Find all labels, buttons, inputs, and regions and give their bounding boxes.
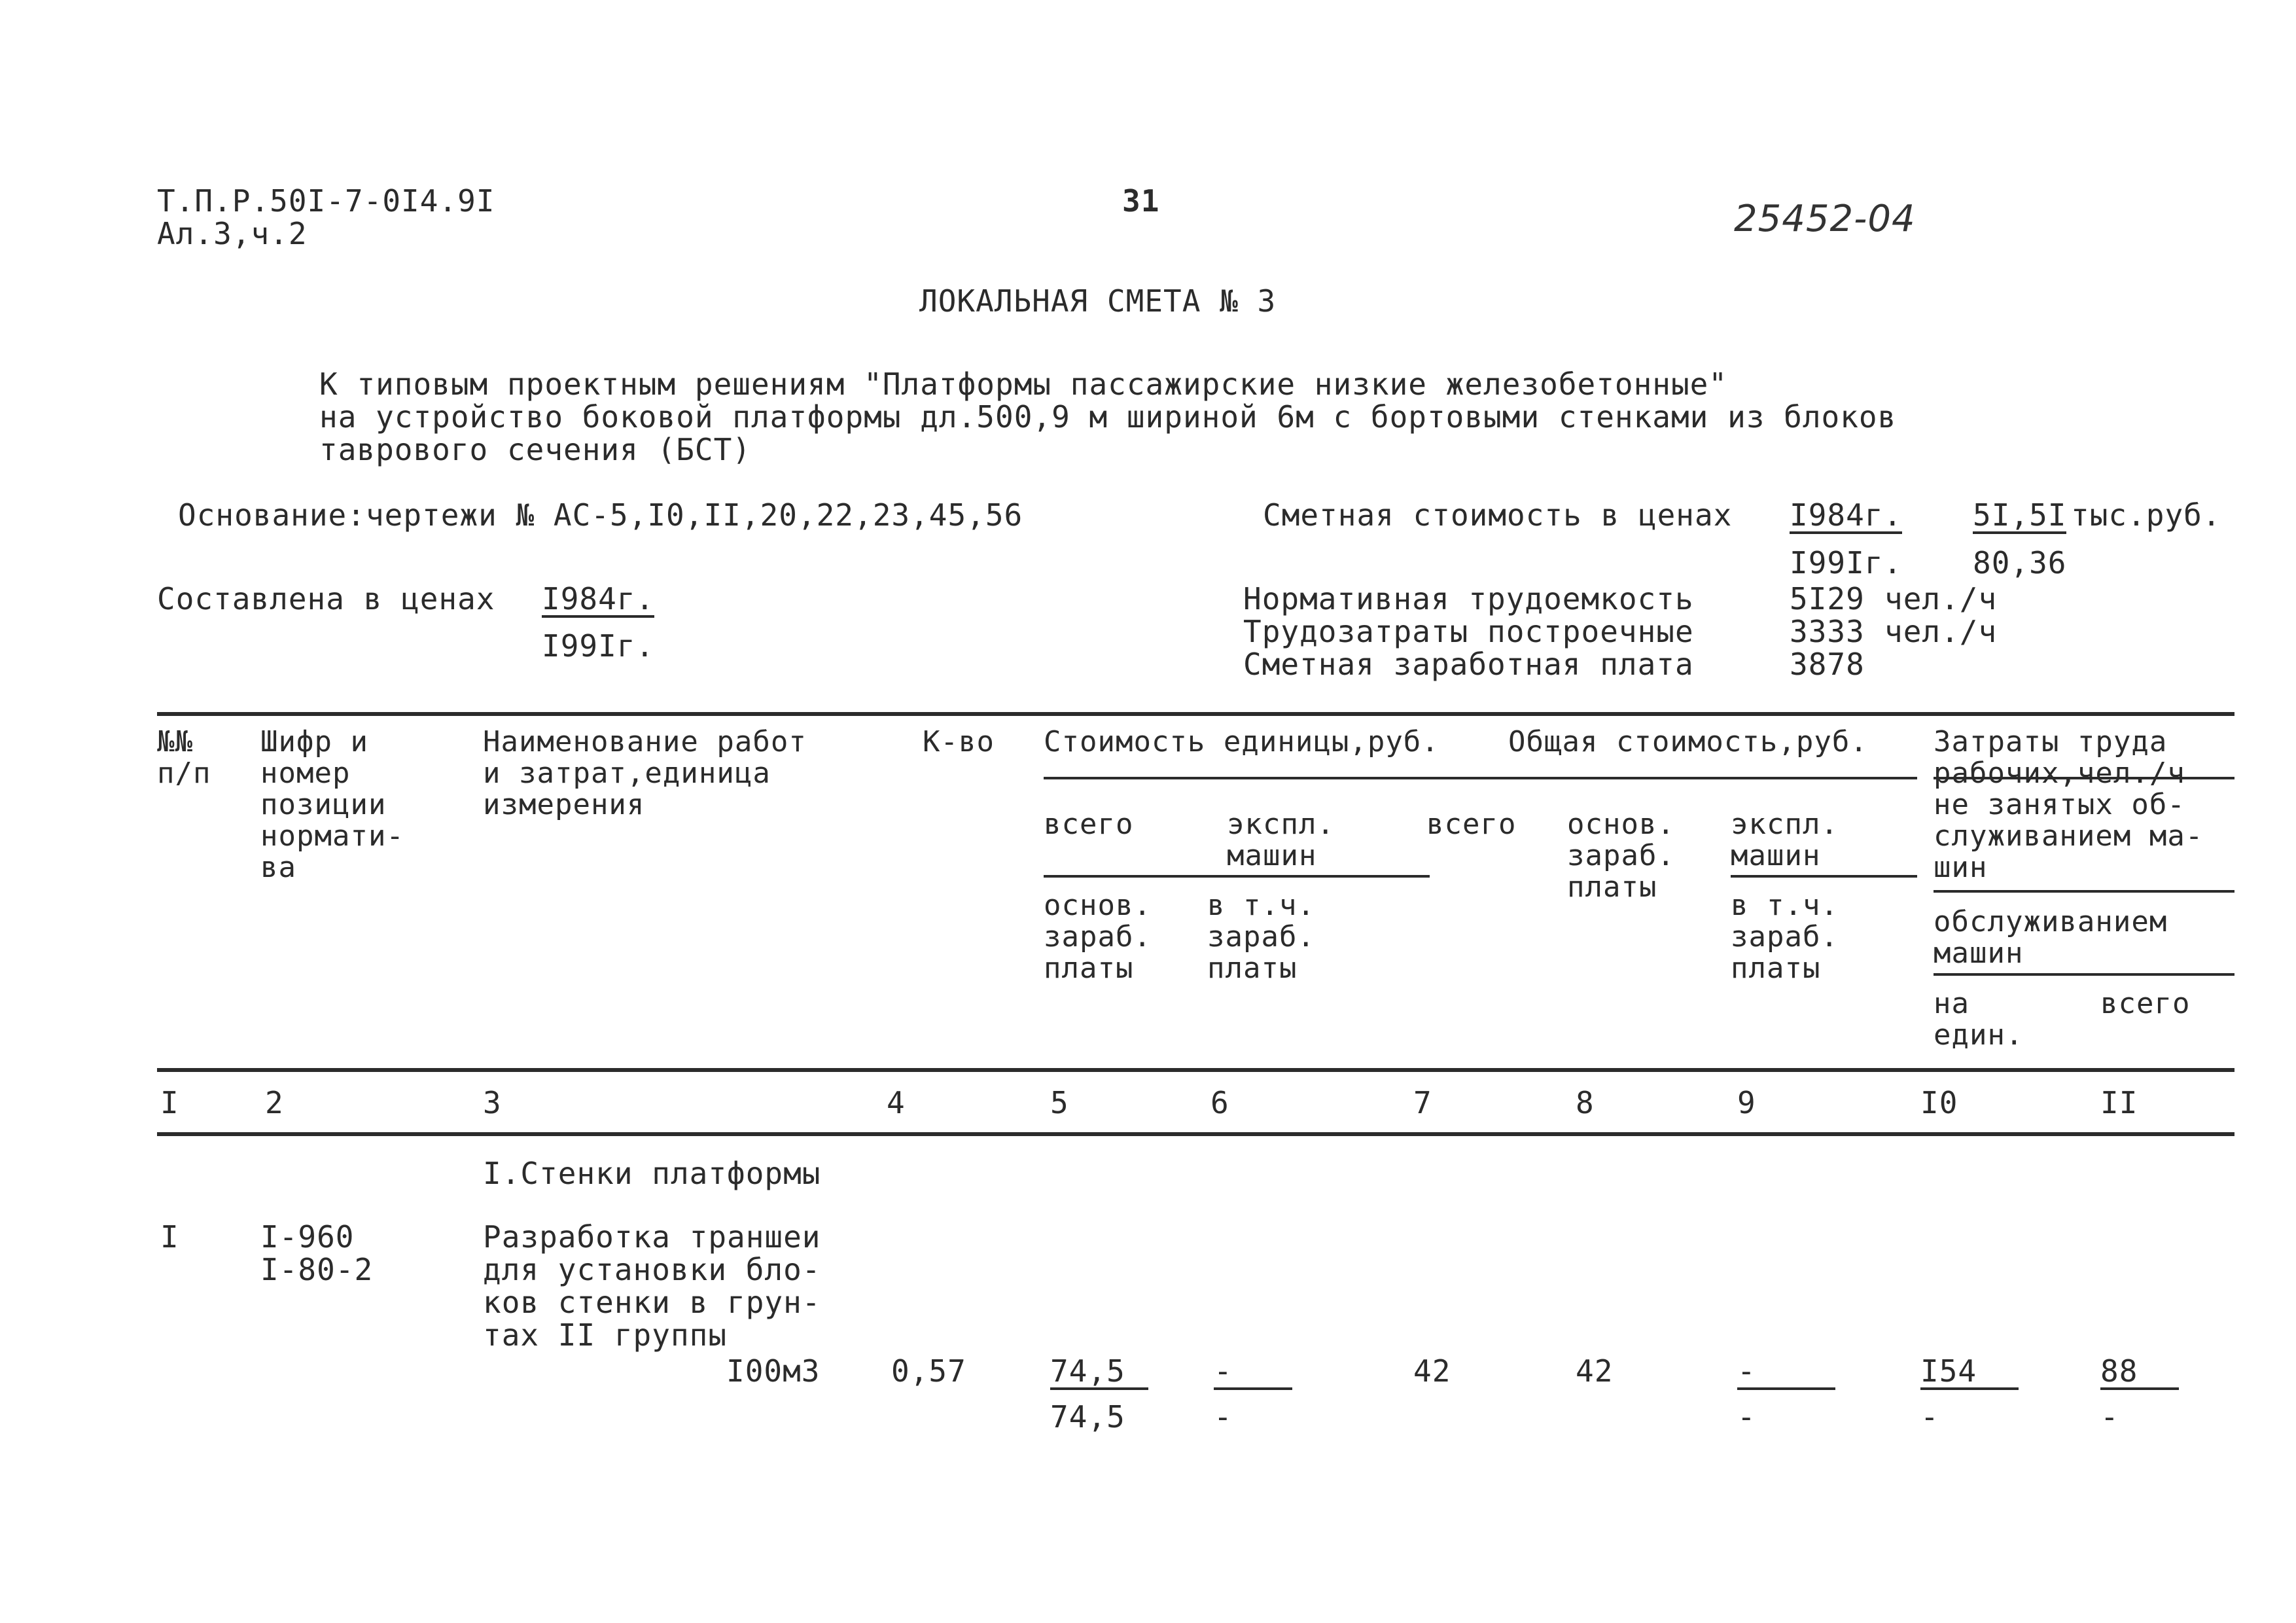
- wage-value: 3878: [1790, 647, 1865, 682]
- row-total-cost: 42: [1413, 1353, 1451, 1389]
- row-unit-machines: -: [1214, 1355, 1292, 1390]
- col-number-5: 5: [1050, 1085, 1069, 1120]
- row-unit-cost-wage: 74,5: [1050, 1399, 1125, 1435]
- row-labor-machine-total: -: [2100, 1399, 2119, 1435]
- subtitle-line-2: на устройство боковой платформы дл.500,9 м шириной 6м с бортовыми стенками из блоков: [319, 399, 1897, 435]
- header-labor-per-unit: на един.: [1934, 987, 2024, 1052]
- header-total-incl-wage: в т.ч. зараб. платы: [1731, 889, 1839, 985]
- page-number: 31: [1122, 183, 1160, 219]
- row-number: I: [160, 1219, 179, 1255]
- row-labor-total: 88: [2100, 1355, 2179, 1390]
- header-total-all: всего: [1426, 808, 1517, 841]
- compiled-label: Составлена в ценах: [157, 581, 495, 616]
- row-labor-per-unit: I54: [1920, 1355, 2019, 1390]
- row-total-machines: -: [1737, 1355, 1835, 1390]
- stamp-number: 25452-04: [1734, 198, 1916, 240]
- col-number-4: 4: [887, 1085, 906, 1120]
- cost-value-1991: 80,36: [1973, 545, 2067, 580]
- subtitle-line-3: таврового сечения (БСТ): [319, 432, 751, 467]
- row-quantity: 0,57: [891, 1353, 966, 1389]
- col-number-7: 7: [1413, 1085, 1432, 1120]
- header-total-machines: экспл. машин: [1731, 808, 1839, 872]
- col-number-6: 6: [1210, 1085, 1229, 1120]
- unit-cost-rule: [1044, 777, 1917, 779]
- header-total-base-wage: основ. зараб. платы: [1567, 808, 1675, 904]
- col-number-11: II: [2100, 1085, 2138, 1120]
- header-unit-cost: Стоимость единицы,руб.: [1044, 725, 1439, 758]
- row-labor-machine-per-unit: -: [1920, 1399, 1939, 1435]
- col-number-9: 9: [1737, 1085, 1756, 1120]
- row-total-base-wage: 42: [1576, 1353, 1614, 1389]
- labor-sub-rule: [1934, 890, 2234, 893]
- cost-unit: тыс.руб.: [2071, 497, 2221, 533]
- album-reference: Ал.3,ч.2: [157, 216, 308, 251]
- header-quantity: К-во: [923, 725, 995, 758]
- row-unit-cost-total: 74,5: [1050, 1355, 1148, 1390]
- wage-label: Сметная заработная плата: [1243, 647, 1694, 682]
- header-unit-base-wage: основ. зараб. платы: [1044, 889, 1152, 985]
- col-number-3: 3: [483, 1085, 502, 1120]
- labor-norm-label: Нормативная трудоемкость: [1243, 581, 1694, 616]
- header-unit-machines: экспл. машин: [1227, 808, 1335, 872]
- row-unit: I00м3: [726, 1353, 821, 1389]
- col-number-8: 8: [1576, 1085, 1595, 1120]
- col-number-2: 2: [265, 1085, 284, 1120]
- header-code: Шифр и номер позиции нормати- ва: [260, 725, 404, 884]
- col-number-10: I0: [1920, 1085, 1958, 1120]
- section-title: I.Стенки платформы: [483, 1156, 821, 1191]
- compiled-year-1991: I99Iг.: [542, 628, 655, 664]
- basis-text: Основание:чертежи № АС-5,I0,II,20,22,23,45,56: [178, 497, 1023, 533]
- header-total-cost: Общая стоимость,руб.: [1508, 725, 1868, 758]
- header-unit-incl-wage: в т.ч. зараб. платы: [1207, 889, 1315, 985]
- subtitle-line-1: К типовым проектным решениям "Платформы пассажирские низкие железобетонные": [319, 366, 1728, 402]
- row-code: I-960 I-80-2: [260, 1219, 374, 1287]
- row-total-machines-wage: -: [1737, 1399, 1756, 1435]
- document-code: Т.П.Р.50I-7-0I4.9I: [157, 183, 495, 219]
- labor-site-unit: чел./ч: [1884, 614, 1998, 649]
- compiled-year-1984: I984г.: [542, 581, 655, 616]
- cost-label: Сметная стоимость в ценах: [1263, 497, 1733, 533]
- row-unit-machines-wage: -: [1214, 1399, 1233, 1435]
- header-unit-total: всего: [1044, 808, 1134, 841]
- header-row-number: №№ п/п: [157, 725, 211, 790]
- column-numbers-rule: [157, 1132, 2234, 1136]
- subcol-rule-left: [1044, 875, 1430, 878]
- labor-site-label: Трудозатраты построечные: [1243, 614, 1694, 649]
- col-number-1: I: [160, 1085, 179, 1120]
- page-title: ЛОКАЛЬНАЯ СМЕТА № 3: [919, 283, 1277, 319]
- header-labor-machine: обслуживанием машин: [1934, 905, 2168, 970]
- labor-norm-unit: чел./ч: [1884, 581, 1998, 616]
- header-labor: Затраты труда рабочих,чел./ч не занятых об- служиванием ма- шин: [1934, 725, 2204, 884]
- table-top-rule: [157, 712, 2234, 716]
- labor-norm-value: 5I29: [1790, 581, 1865, 616]
- cost-year-1991: I99Iг.: [1790, 545, 1903, 580]
- row-name: Разработка траншеи для установки бло- ков стенки в грун- тах II группы: [483, 1219, 821, 1353]
- subcol-rule-right: [1731, 875, 1917, 878]
- header-bottom-rule: [157, 1068, 2234, 1072]
- labor-site-value: 3333: [1790, 614, 1865, 649]
- cost-year-1984: I984г.: [1790, 497, 1903, 533]
- labor-machine-rule: [1934, 973, 2234, 976]
- header-labor-total: всего: [2100, 987, 2191, 1020]
- header-name: Наименование работ и затрат,единица измерения: [483, 725, 807, 821]
- cost-value-1984: 5I,5I: [1973, 497, 2067, 533]
